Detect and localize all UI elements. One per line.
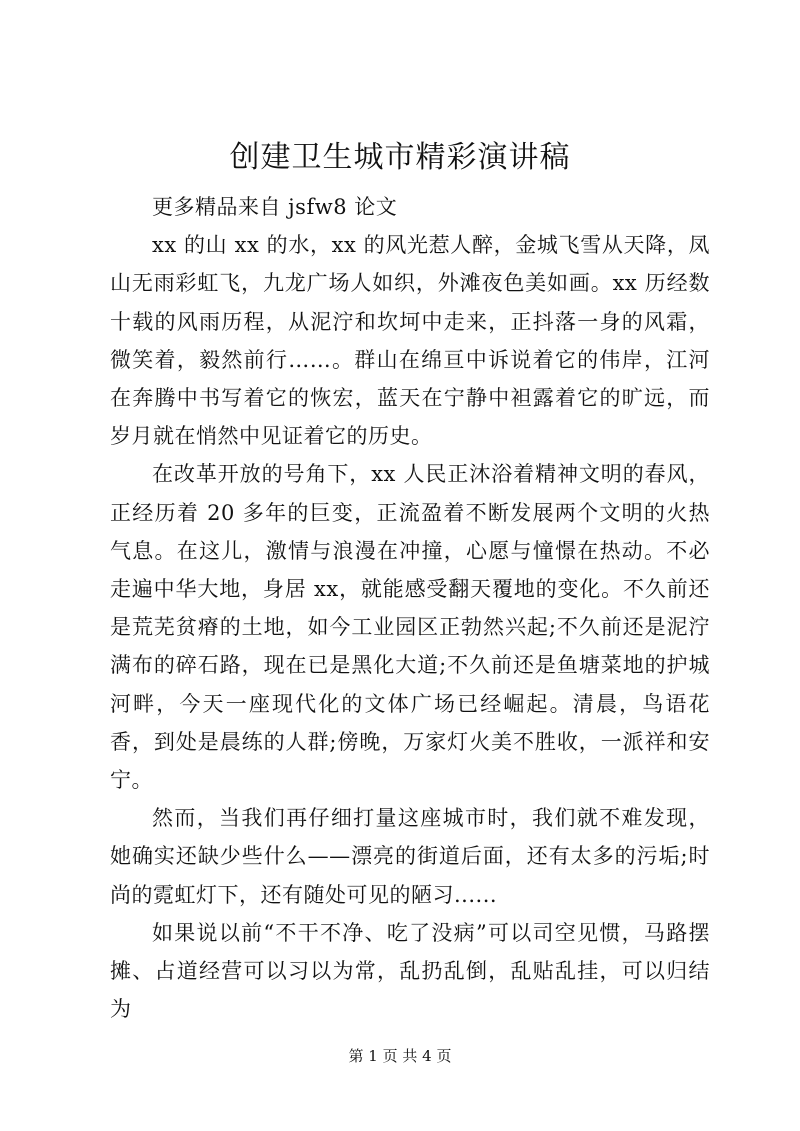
paragraph-3: 然而，当我们再仔细打量这座城市时，我们就不难发现，她确实还缺少些什么——漂亮的街道后面，还有太多的污垢;时尚的霓虹灯下，还有随处可见的陋习...... — [110, 806, 710, 907]
document-body — [110, 188, 710, 1028]
paragraph-4: 如果说以前“不干不净、吃了没病”可以司空见惯，马路摆摊、占道经营可以习以为常，乱扔乱倒，乱贴乱挂，可以归结为 — [110, 920, 710, 1022]
document-title: 创建卫生城市精彩演讲稿 — [229, 140, 571, 175]
paragraph-2: 在改革开放的号角下，xx 人民正沐浴着精神文明的春风，正经历着 20 多年的巨变，正流盈着不断发展两个文明的火热气息。在这儿，激情与浪漫在冲撞，心愿与憧憬在热动。不必走遍中华大地，身居 xx，就能感受翻天覆地的变化。不久前还是荒芜贫瘠的土地，如今工业园区正勃然兴起;不久前还是泥泞满布的碎石路，现在已是黑化大道;不久前还是鱼塘菜地的护城河畔，今天一座现代化的文体广场已经崛起。清晨，鸟语花香，到处是晨练的人群;傍晚，万家灯火美不胜收，一派祥和安宁。 — [110, 462, 710, 793]
paragraph-1: xx 的山 xx 的水，xx 的风光惹人醉，金城飞雪从天降，凤山无雨彩虹飞，九龙广场人如织，外滩夜色美如画。xx 历经数十载的风雨历程，从泥泞和坎坷中走来，正抖落一身的风霜，微笑着，毅然前行……。群山在绵亘中诉说着它的伟岸，江河在奔腾中书写着它的恢宏，蓝天在宁静中袒露着它的旷远，而岁月就在悄然中见证着它的历史。 — [110, 233, 710, 449]
paragraph-source-note: 更多精品来自 jsfw8 论文 — [152, 195, 398, 219]
page-footer: 第 1 页 共 4 页 — [348, 1047, 452, 1065]
